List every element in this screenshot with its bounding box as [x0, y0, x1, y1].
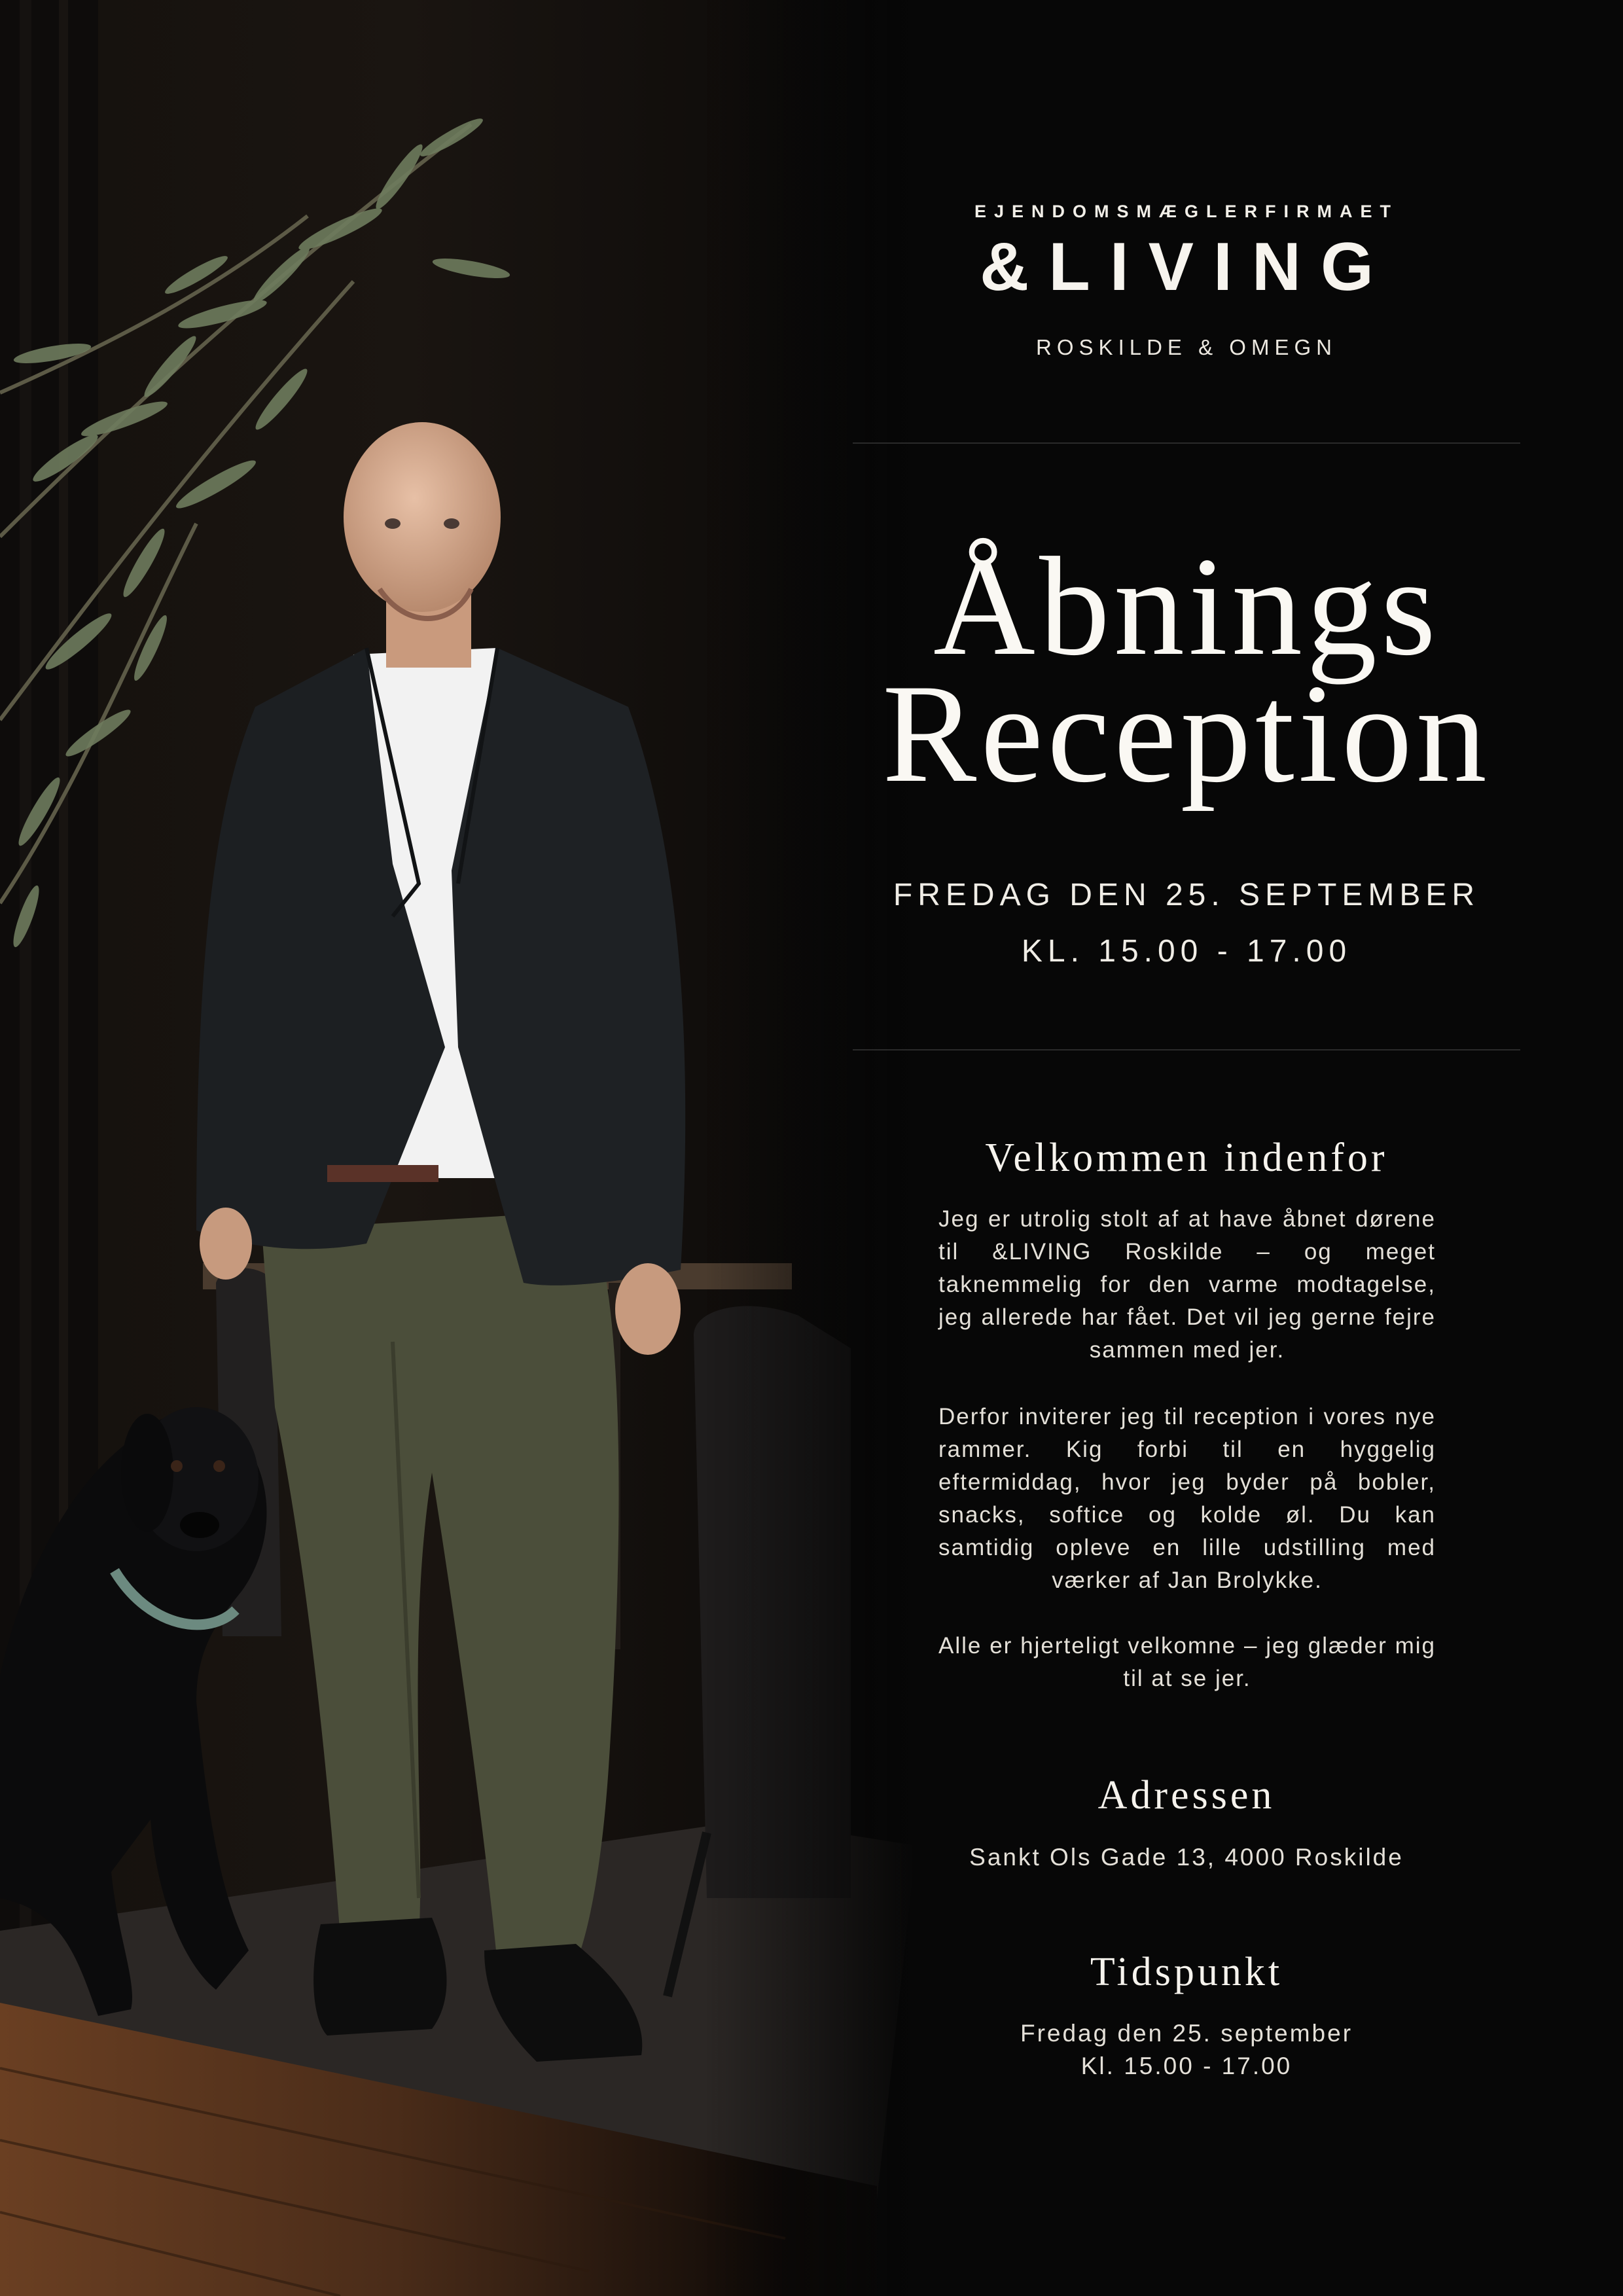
address-value: Sankt Ols Gade 13, 4000 Roskilde [969, 1844, 1404, 1871]
divider-top [853, 442, 1520, 444]
time-line-1: Fredag den 25. september [1020, 2020, 1353, 2047]
welcome-paragraph-2: Derfor inviterer jeg til reception i vores nye rammer. Kig forbi til en hyggelig eftermiddag, hvor jeg byder på bobler, snacks, softice og kolde øl. Du kan samtidig opleve en lille udstilling med værker af Jan Brolykke. [938, 1404, 1436, 1593]
brand-logo: &LIVING [980, 229, 1393, 305]
brand-tagline: EJENDOMSMÆGLERFIRMAET [974, 202, 1399, 221]
title-line-2: Reception [882, 655, 1491, 812]
welcome-heading: Velkommen indenfor [985, 1136, 1388, 1180]
page-title [851, 528, 1522, 812]
brand-location: ROSKILDE & OMEGN [1036, 335, 1337, 359]
time-heading: Tidspunkt [1090, 1950, 1283, 1994]
welcome-paragraph-3: Alle er hjerteligt velkomne – jeg glæder mig til at se jer. [938, 1633, 1436, 1691]
event-time: KL. 15.00 - 17.00 [1021, 934, 1352, 969]
time-line-2: Kl. 15.00 - 17.00 [1080, 2053, 1293, 2079]
event-date: FREDAG DEN 25. SEPTEMBER [893, 878, 1480, 912]
welcome-paragraph-1: Jeg er utrolig stolt af at have åbnet dørene til &LIVING Roskilde – og meget taknemmelig for den varme modtagelse, jeg allerede har fået. Det vil jeg gerne fejre sammen med jer. [938, 1206, 1436, 1363]
title-line-1: Åbnings [933, 528, 1440, 685]
divider-middle [853, 1049, 1520, 1050]
time-details [851, 2017, 1522, 2083]
address-heading: Adressen [1097, 1773, 1275, 1818]
